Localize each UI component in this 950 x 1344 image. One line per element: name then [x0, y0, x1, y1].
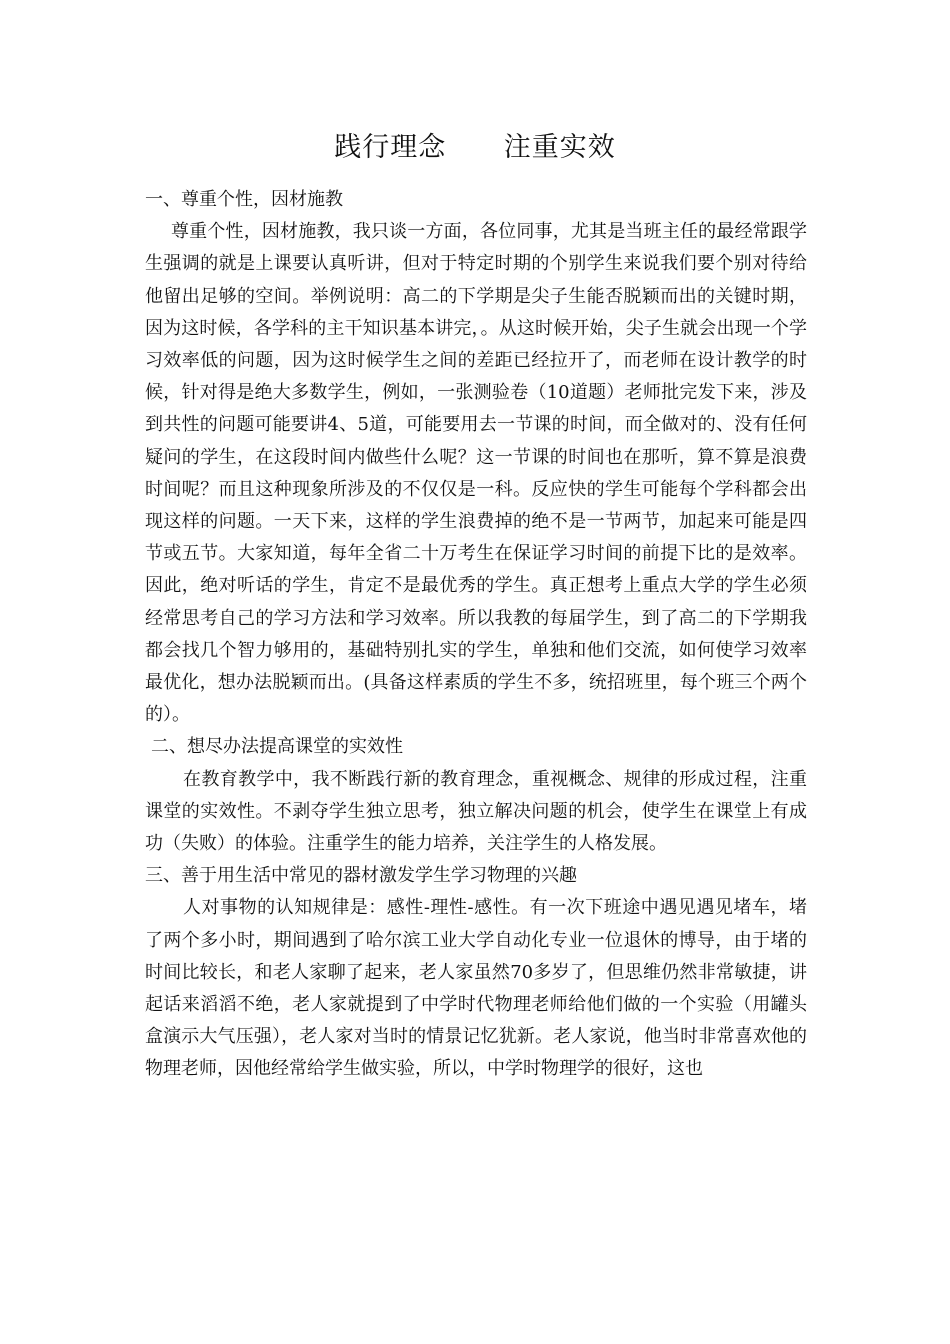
- section-heading-3: 三、善于用生活中常见的器材激发学生学习物理的兴趣: [145, 865, 577, 887]
- document-title: 践行理念 注重实效: [334, 132, 616, 163]
- section-paragraph-2: 在教育教学中，我不断践行新的教育理念，重视概念、规律的形成过程，注重课堂的实效性。不剥夺学生独立思考，独立解决问题的机会，使学生在课堂上有成功（失败）的体验。注重学生的能力培养，关注学生的人格发展。: [145, 768, 807, 855]
- section-heading-2: 二、想尽办法提高课堂的实效性: [151, 736, 403, 758]
- section-paragraph-1: 尊重个性，因材施教，我只谈一方面，各位同事，尤其是当班主任的最经常跟学生强调的就是上课要认真听讲，但对于特定时期的个别学生来说我们要个别对待给他留出足够的空间。举例说明：高二的下学期是尖子生能否脱颖而出的关键时期，因为这时候，各学科的主干知识基本讲完，。从这时候开始，尖子生就会出现一个学习效率低的问题，因为这时候学生之间的差距已经拉开了，而老师在设计教学的时候，针对得是绝大多数学生，例如，一张测验卷（10道题）老师批完发下来，涉及到共性的问题可能要讲4、5道，可能要用去一节课的时间，而全做对的、没有任何疑问的学生，在这段时间内做些什么呢？这一节课的时间也在那听，算不算是浪费时间呢？而且这种现象所涉及的不仅仅是一科。反应快的学生可能每个学科都会出现这样的问题。一天下来，这样的学生浪费掉的绝不是一节两节，加起来可能是四节或五节。大家知道，每年全省二十万考生在保证学习时间的前提下比的是效率。因此，绝对听话的学生，肯定不是最优秀的学生。真正想考上重点大学的学生必须经常思考自己的学习方法和学习效率。所以我教的每届学生，到了高二的下学期我都会找几个智力够用的，基础特别扎实的学生，单独和他们交流，如何使学习效率最优化，想办法脱颖而出。(具备这样素质的学生不多，统招班里，每个班三个两个的）。: [145, 221, 807, 726]
- section-paragraph-3: 人对事物的认知规律是：感性-理性-感性。有一次下班途中遇见遇见堵车，堵了两个多小时，期间遇到了哈尔滨工业大学自动化专业一位退休的博导，由于堵的时间比较长，和老人家聊了起来，老人家虽然70多岁了，但思维仍然非常敏捷，讲起话来滔滔不绝，老人家就提到了中学时代物理老师给他们做的一个实验（用罐头盒演示大气压强），老人家对当时的情景记忆犹新。老人家说，他当时非常喜欢他的物理老师，因他经常给学生做实验，所以，中学时物理学的很好，这也: [145, 897, 807, 1080]
- section-heading-1: 一、尊重个性，因材施教: [145, 189, 343, 210]
- document-body: [145, 184, 807, 1086]
